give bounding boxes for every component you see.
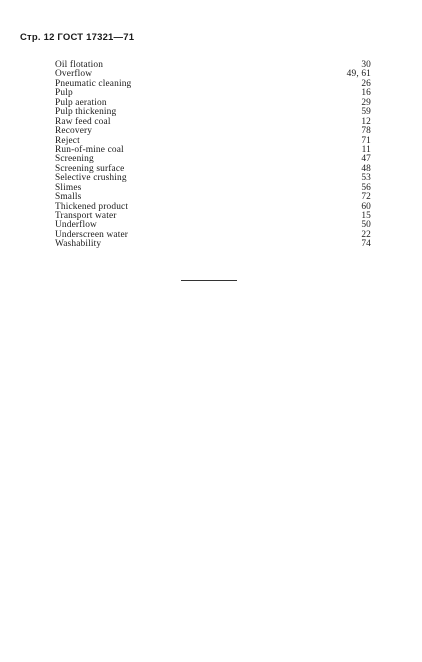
index-page-ref: 72: [361, 192, 371, 203]
index-term: Reject: [55, 135, 80, 146]
index-term: Selective crushing: [55, 173, 127, 184]
index-entry: [55, 146, 371, 155]
index-page-ref: 15: [361, 211, 371, 221]
index-entry: [55, 231, 371, 240]
index-term: Pulp thickening: [55, 107, 117, 118]
index-term: Overflow: [55, 69, 93, 80]
index-page-ref: 60: [361, 201, 371, 212]
index-term: Pulp aeration: [55, 97, 107, 108]
index-page-ref: 59: [361, 107, 371, 118]
standard-designation: ГОСТ 17321—71: [57, 32, 135, 43]
index-page-ref: 22: [361, 229, 371, 240]
index-page-ref: 30: [361, 60, 371, 70]
index-page-ref: 56: [361, 182, 371, 193]
index-page-ref: 11: [361, 144, 371, 155]
index-page-ref: 50: [361, 220, 371, 231]
index-term: Transport water: [55, 211, 117, 221]
index-entry: [55, 61, 371, 70]
index-page-ref: 16: [361, 88, 371, 99]
index-page-ref: 53: [361, 173, 371, 184]
page-header: [20, 32, 134, 43]
index-page-ref: 78: [361, 126, 371, 137]
index-entry: [55, 212, 371, 221]
index-term: Slimes: [55, 182, 82, 193]
index-page-ref: 29: [361, 97, 371, 108]
index-term: Thickened product: [55, 201, 129, 212]
index-page-ref: 48: [361, 163, 371, 174]
index-term: Underflow: [55, 220, 97, 231]
index-page-ref: 47: [361, 154, 371, 165]
index-term: Screening surface: [55, 163, 125, 174]
index-entry: [55, 127, 371, 136]
index-entry: [55, 118, 371, 127]
index-term: Raw feed coal: [55, 116, 111, 127]
index-page-ref: 74: [361, 239, 371, 250]
index-page-ref: 71: [361, 135, 371, 146]
index-term: Oil flotation: [55, 60, 104, 70]
end-of-section-rule: [181, 280, 237, 281]
index-page-ref: 26: [361, 78, 371, 89]
index-term: Recovery: [55, 126, 93, 137]
term-index-list: [55, 61, 371, 250]
index-term: Pneumatic cleaning: [55, 78, 132, 89]
index-entry: [55, 184, 371, 193]
index-term: Washability: [55, 239, 102, 250]
index-term: Run-of-mine coal: [55, 144, 124, 155]
page-number-label: Стр. 12: [20, 32, 55, 43]
index-term: Pulp: [55, 88, 73, 99]
index-term: Smalls: [55, 192, 82, 203]
index-page-ref: 12: [361, 116, 371, 127]
index-term: Screening: [55, 154, 94, 165]
index-entry: [55, 174, 371, 183]
index-page-ref: 49, 61: [346, 69, 371, 80]
index-entry: [55, 80, 371, 89]
index-term: Underscreen water: [55, 229, 129, 240]
index-entry: [55, 240, 371, 249]
